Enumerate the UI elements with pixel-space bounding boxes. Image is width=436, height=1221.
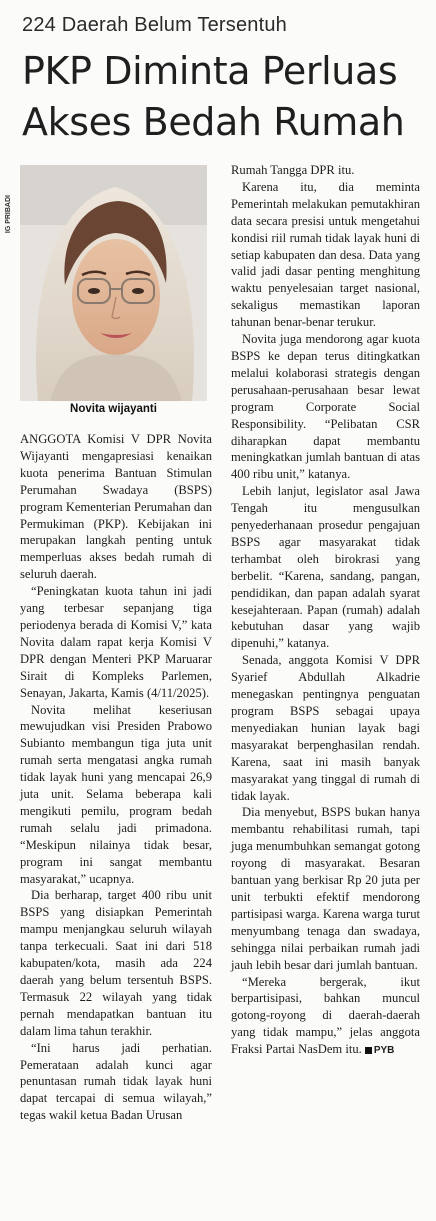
paragraph-final-text: “Mereka bergerak, ikut berpartisipasi, bahkan muncul gotong-royong di daerah-daerah yang tidak mampu,” jelas anggota Fraksi Partai NasDem itu. [231,974,420,1057]
article-kicker: 224 Daerah Belum Tersentuh [22,14,287,36]
paragraph: ANGGOTA Komisi V DPR Novita Wijayanti mengapresiasi kenaikan kuota penerima Bantuan Stimulan Perumahan Swadaya (BSPS) program Kementerian Perumahan dan Permukiman (PKP). Kebijakan ini merupakan langkah penting untuk memperluas akses bedah rumah di seluruh daerah. [20,432,212,582]
article-headline [22,46,427,148]
paragraph: Novita melihat keseriusan mewujudkan visi Presiden Prabowo Subianto membangun tiga juta unit rumah serta mengatasi angka rumah tidak layak huni yang mencapai 26,9 juta unit. Selama beberapa kali mengikuti pemilu, program bedah rumah selalu jadi primadona. “Meskipun nilainya tidak besar, program ini sangat membantu masyarakat,” ucapnya. [20,702,212,886]
paragraph: Dia berharap, target 400 ribu unit BSPS yang disiapkan Pemerintah mampu menjangkau seluruh wilayah tanpa terkecuali. Saat ini dari 518 kabupaten/kota, masih ada 224 daerah yang belum tersentuh BSPS. Termasuk 22 wilayah yang tidak pernah mendapatkan bantuan itu dalam lima tahun terakhir. [20,888,212,1038]
paragraph: Dia menyebut, BSPS bukan hanya membantu rehabilitasi rumah, tapi juga menumbuhkan semangat gotong royong di masyarakat. Besaran bantuan yang berkisar Rp 20 juta per unit terbukti efektif mendorong partisipasi warga. Karena warga turut menyumbang tenaga dan swadaya, sehingga nilai perbaikan rumah jadi jauh lebih besar dari jumlah bantuan. [231,805,420,972]
paragraph: Karena itu, dia meminta Pemerintah melakukan pemutakhiran data secara presisi untuk mengetahui kondisi riil rumah tidak layak huni di setiap kabupaten dan desa. Data yang valid jadi dasar penting menghitung waktu penyelesaian target nasional, sekaligus memastikan laporan tahunan benar-benar terukur. [231,179,420,330]
paragraph: Senada, anggota Komisi V DPR Syarief Abdullah Alkadrie menegaskan pentingnya penguatan program BSPS sebagai upaya menyediakan hunian layak bagi masyarakat berpenghasilan rendah. Karena, saat ini masih banyak masyarakat yang tinggal di rumah di tidak layak. [231,653,420,803]
byline: PYB [373,1045,395,1057]
article-body-left-column [20,431,212,1124]
end-mark-icon [365,1047,372,1054]
photo-caption: Novita wijayanti [70,403,157,415]
photo-credit: IG PRIBADI [5,195,12,234]
portrait-illustration [20,165,207,401]
paragraph: “Ini harus jadi perhatian. Pemerataan adalah kunci agar penuntasan rumah tidak layak huni dapat tercapai di semua wilayah,” tegas wakil ketua Badan Urusan [20,1040,212,1123]
paragraph: Novita juga mendorong agar kuota BSPS ke depan terus ditingkatkan melalui kolaborasi strategis dengan perusahaan-perusahaan besar lewat program Corporate Social Responsibility. “Pelibatan CSR diharapkan dapat membantu meningkatkan jumlah bantuan di atas 400 ribu unit,” katanya. [231,332,420,482]
paragraph-final [231,974,420,1061]
paragraph: Rumah Tangga DPR itu. [231,163,355,177]
headline-line-1: PKP Diminta Perluas [22,49,398,93]
paragraph: Lebih lanjut, legislator asal Jawa Tengah itu mengusulkan penyederhanaan prosedur pengajuan BSPS agar masyarakat tidak terhambat oleh birokrasi yang berbelit. “Karena, sandang, pangan, pendidikan, dan papan adalah syarat kesejahteraan. Papan (rumah) adalah kebutuhan dasar yang wajib dipenuhi,” katanya. [231,484,420,651]
article-body-right-column [231,162,420,1060]
paragraph: “Peningkatan kuota tahun ini jadi yang terbesar sepanjang tiga periodenya berada di Komisi V,” kata Novita dalam rapat kerja Komisi V DPR dengan Menteri PKP Maruarar Sirait di Kompleks Parlemen, Senayan, Jakarta, Kamis (4/11/2025). [20,584,212,700]
article-photo [20,165,207,401]
headline-line-2: Akses Bedah Rumah [22,100,405,144]
